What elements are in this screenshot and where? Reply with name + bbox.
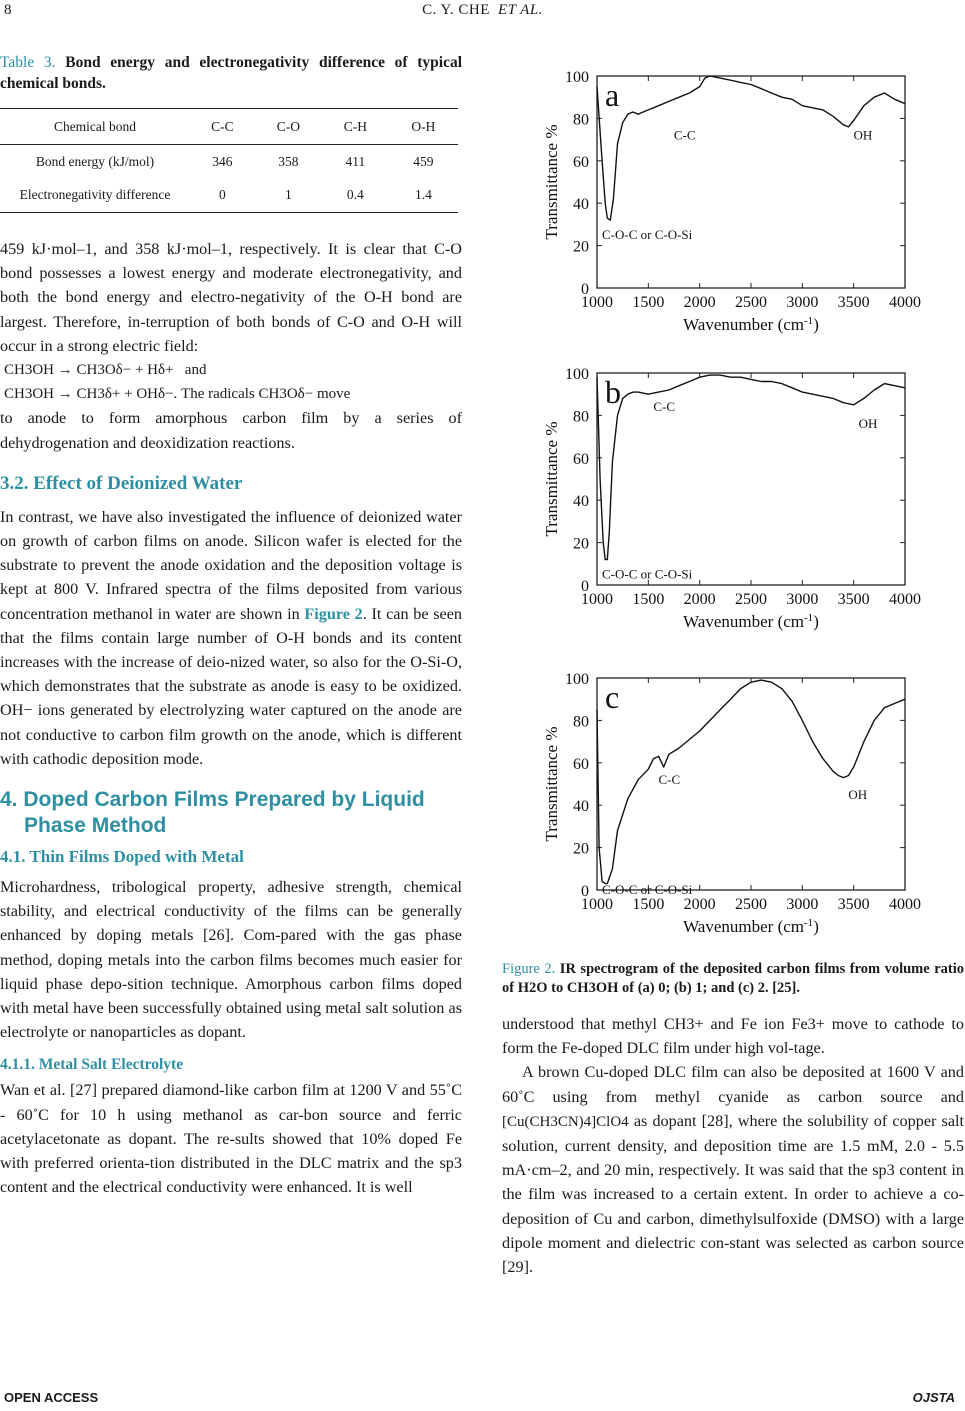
- table-cell: 1.4: [389, 179, 458, 213]
- x-tick-label: 1000: [581, 896, 613, 913]
- x-tick-label: 3000: [786, 294, 819, 311]
- table-3-caption: Table 3. Bond energy and electronegativity difference of typical chemical bonds.: [0, 54, 463, 92]
- ir-spectrum-chart-b: [525, 355, 965, 655]
- spectrum-line: [597, 375, 905, 559]
- table-header: C-H: [322, 109, 389, 145]
- x-tick-label: 2000: [683, 294, 716, 311]
- paragraph: In contrast, we have also investigated the influence of deionized water on growth of carbon films on anode. Silicon wafer is elected for the substrate to prevent the anode oxidation and the deposition voltage is kept at 800 V. Infrared spectra of the films deposited from various concentration methanol in water are shown in Figure 2. It can be seen that the films contain large number of O-H bonds and its content increases with the increase of deio-nized water, so also for the O-Si-O, which demonstrates that the substrate as anode is easy to be oxidized. OH− ions generated by electrolyzing water captured on the anode are not conductive to carbon film growth on the anode, which is different with cathodic deposition mode.: [0, 507, 462, 768]
- y-tick-label: 100: [565, 671, 589, 688]
- table-header: C-C: [190, 109, 255, 145]
- x-tick-label: 1000: [581, 294, 613, 311]
- peak-annotation: OH: [858, 416, 878, 432]
- x-tick-label: 2000: [683, 896, 716, 913]
- peak-annotation: OH: [853, 127, 873, 143]
- table-header: O-H: [389, 109, 458, 145]
- y-tick-label: 60: [573, 450, 589, 468]
- table-cell: 411: [345, 153, 366, 169]
- paragraph: 459 kJ·mol–1, and 358 kJ·mol–1, respectively. It is clear that C-O bond possesses a lowest energy and moderate electronegativity, and both the bond energy and electro-negativity of the O-H bond are largest. Therefore, in-terruption of both bonds of C-O and O-H will occur in a strong electric field:: [0, 240, 462, 355]
- equation: CH3OH → CH3δ+ + OHδ−. The radicals CH3Oδ− move: [4, 386, 351, 403]
- table-header: Chemical bond: [0, 109, 190, 145]
- x-tick-label: 3000: [786, 591, 819, 608]
- x-tick-label: 4000: [889, 294, 921, 311]
- x-tick-label: 2500: [735, 591, 767, 608]
- x-tick-label: 4000: [889, 591, 921, 608]
- x-tick-label: 2000: [683, 591, 716, 608]
- table-row: [0, 179, 458, 213]
- section-heading: 3.2. Effect of Deionized Water: [0, 472, 243, 494]
- y-tick-label: 40: [573, 196, 589, 214]
- section-heading: 4. Doped Carbon Films Prepared by Liquid Phase Method: [0, 788, 425, 838]
- table-row: [0, 145, 458, 179]
- page-footer: [0, 1390, 965, 1410]
- subsubsection-heading: 4.1.1. Metal Salt Electrolyte: [0, 1056, 184, 1074]
- y-tick-label: 80: [573, 408, 589, 426]
- chemical-formula: [Cu(CH3CN)4]ClO4: [502, 1113, 629, 1130]
- panel-label: b: [605, 374, 621, 410]
- y-axis-label: Transmittance %: [542, 124, 561, 240]
- x-tick-label: 3000: [786, 896, 819, 913]
- table-cell: 459: [413, 153, 434, 169]
- x-tick-label: 2500: [735, 896, 767, 913]
- x-axis-label: Wavenumber $(cm^{-1})$: [683, 315, 819, 334]
- table-cell: 346: [212, 153, 233, 169]
- paragraph: to anode to form amorphous carbon film by a series of dehydrogenation and deoxidization reactions.: [0, 409, 462, 452]
- journal-abbrev: OJSTA: [912, 1390, 955, 1405]
- x-tick-label: 1000: [581, 591, 613, 608]
- running-authors: C. Y. CHE ET AL.: [422, 2, 543, 18]
- peak-annotation: OH: [848, 786, 868, 802]
- paragraph: Microhardness, tribological property, adhesive strength, chemical stability, and electrical conductivity of the films can be generally enhanced by doping metals [26]. Com-pared with the gas phase method, doping metals into the carbon films becomes much easier for liquid phase depo-sition technique. Amorphous carbon films doped with metal have been successfully obtained using metal salt solution as electrolyte or nanoparticles as dopant.: [0, 878, 462, 1042]
- x-tick-label: 4000: [889, 896, 921, 913]
- table-3: [0, 108, 458, 213]
- table-cell: 0: [190, 179, 255, 213]
- spectrum-line: [597, 76, 905, 220]
- y-tick-label: 20: [573, 840, 589, 858]
- plot-frame: [597, 373, 905, 585]
- y-tick-label: 0: [581, 883, 589, 900]
- ir-spectrum-chart-a: [525, 58, 965, 358]
- y-tick-label: 40: [573, 798, 589, 816]
- plot-frame: [597, 76, 905, 288]
- y-tick-label: 60: [573, 755, 589, 773]
- y-tick-label: 100: [565, 366, 589, 383]
- ir-spectrum-chart-c: [525, 660, 965, 960]
- x-tick-label: 3500: [837, 294, 870, 311]
- table-cell: Electronegativity difference: [0, 179, 190, 213]
- panel-label: c: [605, 679, 620, 715]
- y-tick-label: 20: [573, 238, 589, 256]
- x-tick-label: 1500: [632, 591, 665, 608]
- plot-frame: [597, 678, 905, 890]
- peak-annotation: C-C: [658, 772, 681, 787]
- table-header: C-O: [255, 109, 322, 145]
- y-tick-label: 0: [581, 578, 589, 595]
- equation: CH3OH → CH3Oδ− + Hδ+ and: [4, 362, 207, 379]
- table-cell: 0.4: [322, 179, 389, 213]
- open-access-label: OPEN ACCESS: [4, 1390, 99, 1405]
- figure-link[interactable]: Figure 2: [304, 604, 363, 623]
- y-tick-label: 0: [581, 281, 589, 298]
- subsection-heading: 4.1. Thin Films Doped with Metal: [0, 847, 244, 867]
- peak-annotation: C-O-C or C-O-Si: [602, 227, 693, 243]
- y-tick-label: 80: [573, 713, 589, 731]
- y-tick-label: 60: [573, 153, 589, 171]
- peak-annotation: C-O-C or C-O-Si: [602, 566, 693, 582]
- peak-annotation: C-C: [673, 127, 696, 143]
- y-axis-label: Transmittance %: [542, 726, 561, 842]
- paragraph: Wan et al. [27] prepared diamond-like carbon film at 1200 V and 55˚C - 60˚C for 10 h using methanol as car-bon source and ferric acetylacetonate as dopant. The re-sults showed that 10% doped Fe with preferred orienta-tion distributed in the DLC matrix and the sp3 content and the electrical conductivity were enhanced. It is well: [0, 1081, 462, 1197]
- panel-label: a: [605, 77, 620, 113]
- table-cell: 1: [255, 179, 322, 213]
- figure-2-caption: Figure 2. IR spectrogram of the deposited carbon films from volume ratio of H2O to CH3OH of (a) 0; (b) 1; and (c) 2. [25].: [502, 961, 965, 996]
- right-column-text: [502, 960, 964, 1279]
- table-cell: 358: [278, 153, 299, 169]
- y-tick-label: 100: [565, 69, 589, 86]
- left-column: [0, 52, 462, 1200]
- peak-annotation: C-O-C or C-O-Si: [602, 882, 693, 898]
- table-cell: Bond energy (kJ/mol): [35, 153, 155, 169]
- y-tick-label: 80: [573, 111, 589, 129]
- x-tick-label: 2500: [735, 294, 767, 311]
- running-head: [0, 0, 965, 22]
- page-number: 8: [4, 2, 12, 18]
- x-tick-label: 1500: [632, 294, 665, 311]
- y-axis-label: Transmittance %: [542, 421, 561, 537]
- y-tick-label: 20: [573, 535, 589, 553]
- x-tick-label: 3500: [837, 591, 870, 608]
- peak-annotation: C-C: [653, 399, 676, 415]
- paragraph: A brown Cu-doped DLC film can also be deposited at 1600 V and 60˚C using from methyl cyanide as carbon source and [Cu(CH3CN)4]ClO4 as dopant [28], where the solubility of copper salt solution, current density, and deposition time are 1.5 mM, 2.0 - 5.5 mA·cm–2, and 20 min, respectively. It was said that the sp3 content in the film was increased to a certain extent. In order to achieve a co-deposition of Cu and carbon, dimethylsulfoxide (DMSO) with a large dipole moment and dielectric con-stant was selected as carbon source [29].: [502, 1063, 965, 1277]
- spectrum-line: [597, 680, 905, 884]
- x-tick-label: 3500: [837, 896, 870, 913]
- y-tick-label: 40: [573, 493, 589, 511]
- x-axis-label: Wavenumber $(cm^{-1})$: [683, 917, 819, 936]
- paragraph: understood that methyl CH3+ and Fe ion Fe3+ move to cathode to form the Fe-doped DLC film under high vol-tage.: [502, 1015, 964, 1058]
- x-axis-label: Wavenumber $(cm^{-1})$: [683, 612, 819, 631]
- x-tick-label: 1500: [632, 896, 665, 913]
